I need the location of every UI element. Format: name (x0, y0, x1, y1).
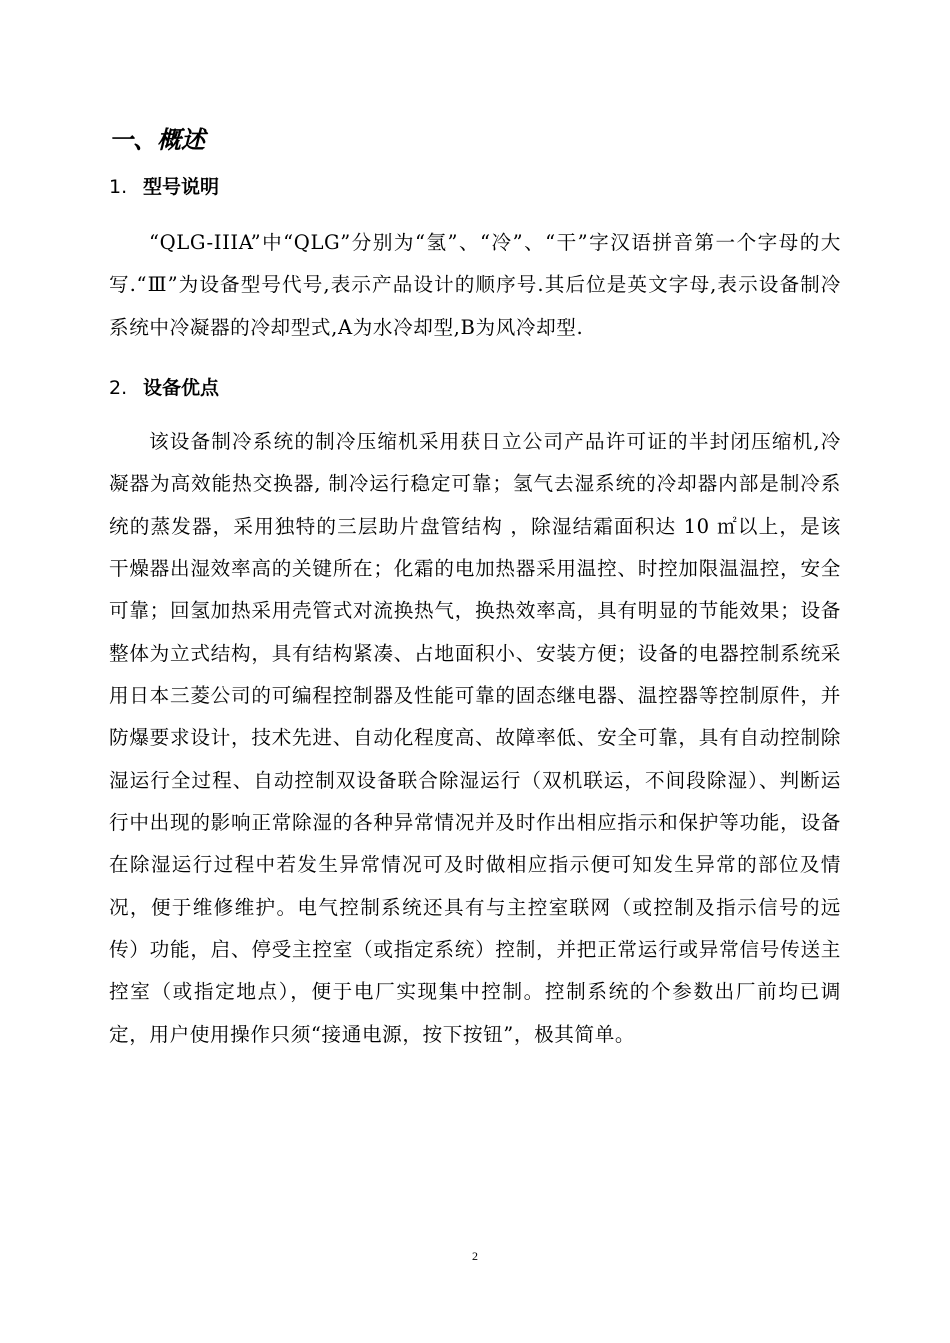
paragraph-advantages: 该设备制冷系统的制冷压缩机采用获日立公司产品许可证的半封闭压缩机,冷凝器为高效能热交换器, 制冷运行稳定可靠；氢气去湿系统的冷却器内部是制冷系统的蒸发器，采用独特的三层助片盘管结构 ，除湿结霜面积达 10 ㎡以上，是该干燥器出湿效率高的关键所在；化霜的电加热器采用温控、时控加限温温控，安全可靠；回氢加热采用壳管式对流换热气，换热效率高，具有明显的节能效果；设备整体为立式结构，具有结构紧凑、占地面积小、安装方便；设备的电器控制系统采用日本三菱公司的可编程控制器及性能可靠的固态继电器、温控器等控制原件，并防爆要求设计，技术先进、自动化程度高、故障率低、安全可靠，具有自动控制除湿运行全过程、自动控制双设备联合除湿运行（双机联运，不间段除湿）、判断运行中出现的影响正常除湿的各种异常情况并及时作出相应指示和保护等功能，设备在除湿运行过程中若发生异常情况可及时做相应指示便可知发生异常的部位及情况，便于维修维护。电气控制系统还具有与主控室联网（或控制及指示信号的远传）功能，启、停受主控室（或指定系统）控制，并把正常运行或异常信号传送主控室（或指定地点），便于电厂实现集中控制。控制系统的个参数出厂前均已调定，用户使用操作只须“接通电源，按下按钮”，极其简单。 (109, 430, 841, 1046)
subsection-heading-model-description (109, 172, 219, 202)
subsection-number: 1. (109, 176, 128, 198)
subsection-title: 设备优点 (143, 377, 220, 399)
subsection-title: 型号说明 (143, 176, 220, 198)
paragraph-model-description: “QLG-IIIA”中“QLG”分别为“氢”、“冷”、“干”字汉语拼音第一个字母的大写.“Ⅲ”为设备型号代号,表示产品设计的顺序号.其后位是英文字母,表示设备制冷系统中冷凝器的冷却型式,A为水冷却型,B为风冷却型. (109, 231, 841, 339)
subsection-heading-advantages (109, 373, 219, 403)
subsection-number: 2. (109, 377, 128, 399)
section-title: 一、概述 (109, 126, 205, 154)
page-number: 2 (472, 1249, 478, 1263)
